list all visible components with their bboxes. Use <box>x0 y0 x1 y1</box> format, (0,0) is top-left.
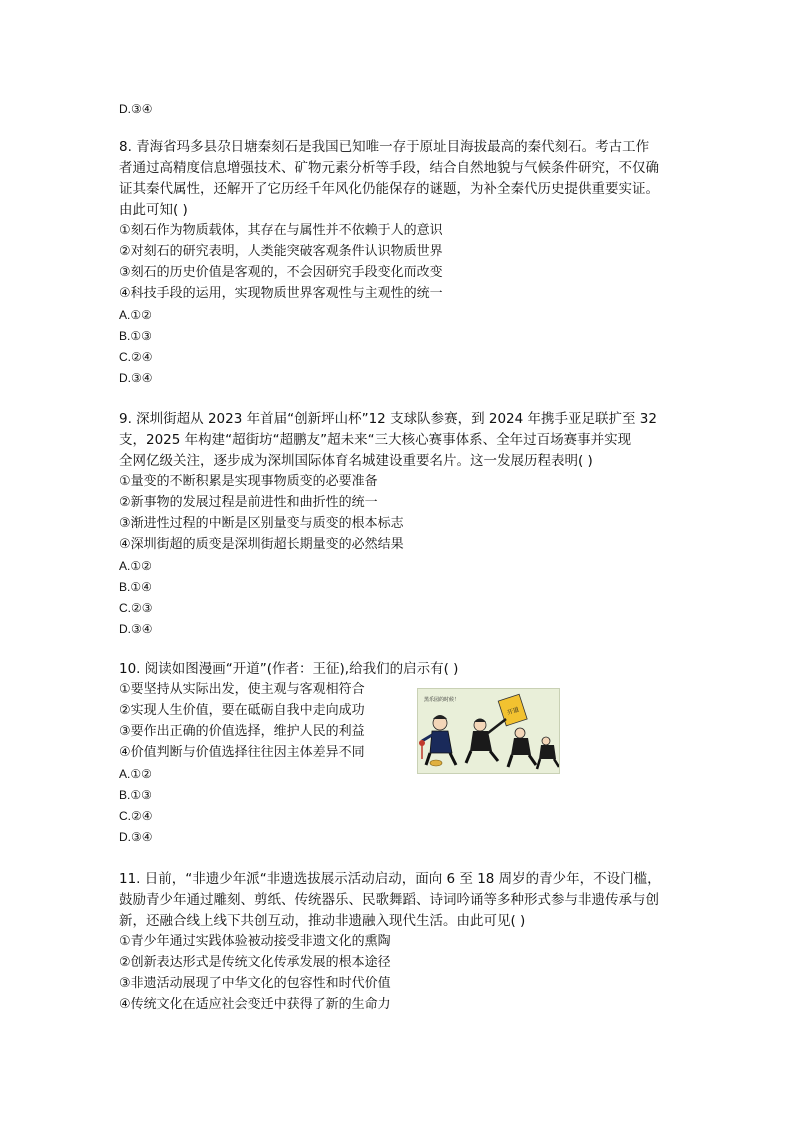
q10-item-1: ①要坚持从实际出发，使主观与客观相符合 <box>119 682 365 697</box>
q7-option-d: D.③④ <box>119 102 153 116</box>
q10-item-4: ④价值判断与价值选择往往因主体差异不同 <box>119 745 365 760</box>
q10-stem-line-1: 10. 阅读如图漫画“开道”(作者：王征),给我们的启示有( ) <box>119 661 459 677</box>
q10-item-2: ②实现人生价值，要在砥砺自我中走向成功 <box>119 703 365 718</box>
q10-item-3: ③要作出正确的价值选择，维护人民的利益 <box>119 724 365 739</box>
q8-item-2: ②对刻石的研究表明，人类能突破客观条件认识物质世界 <box>119 244 443 259</box>
q9-stem-line-3: 全网亿级关注，逐步成为深圳国际体育名城建设重要名片。这一发展历程表明( ) <box>119 453 593 469</box>
q8-item-1: ①刻石作为物质载体，其存在与属性并不依赖于人的意识 <box>119 223 443 238</box>
q9-option-b[interactable]: B.①④ <box>119 580 152 594</box>
q9-option-c[interactable]: C.②③ <box>119 601 153 615</box>
q9-item-4: ④深圳街超的质变是深圳街超长期量变的必然结果 <box>119 537 404 552</box>
q8-item-3: ③刻石的历史价值是客观的，不会因研究手段变化而改变 <box>119 265 443 280</box>
q8-option-a[interactable]: A.①② <box>119 308 152 322</box>
q9-item-1: ①量变的不断积累是实现事物质变的必要准备 <box>119 474 378 489</box>
cartoon-sign-text: 开道 <box>506 706 520 717</box>
cartoon-caption: 黑乐园的时候！ <box>424 697 460 703</box>
q8-stem-line-4: 由此可知( ) <box>119 202 188 218</box>
q11-stem-line-2: 鼓励青少年通过雕刻、剪纸、传统器乐、民歌舞蹈、诗词吟诵等多种形式参与非遗传承与创 <box>119 892 659 908</box>
q11-stem-line-1: 11. 日前，“非遗少年派“非遗选拔展示活动启动，面向 6 至 18 周岁的青少年，不设门槛， <box>119 871 661 887</box>
q8-item-4: ④科技手段的运用，实现物质世界客观性与主观性的统一 <box>119 286 443 301</box>
q8-stem-line-2: 者通过高精度信息增强技术、矿物元素分析等手段，结合自然地貌与气候条件研究，不仅确 <box>119 160 659 176</box>
cartoon-kaidao-image <box>417 688 560 774</box>
q11-item-2: ②创新表达形式是传统文化传承发展的根本途径 <box>119 955 391 970</box>
q8-stem-line-3: 证其秦代属性，还解开了它历经千年风化仍能保存的谜题，为补全秦代历史提供重要实证。 <box>119 181 659 197</box>
q8-stem-line-1: 8. 青海省玛多县尕日塘秦刻石是我国已知唯一存于原址目海拔最高的秦代刻石。考古工作 <box>119 139 650 155</box>
q9-option-a[interactable]: A.①② <box>119 559 152 573</box>
q9-option-d[interactable]: D.③④ <box>119 622 153 636</box>
q11-item-1: ①青少年通过实践体验被动接受非遗文化的熏陶 <box>119 934 391 949</box>
q10-option-a[interactable]: A.①② <box>119 767 152 781</box>
q9-stem-line-2: 支，2025 年构建“超街坊“超鹏友”超未来“三大核心赛事体系、全年过百场赛事并实现 <box>119 432 632 448</box>
cartoon-illustration <box>418 689 559 773</box>
q10-option-c[interactable]: C.②④ <box>119 809 153 823</box>
q10-option-d[interactable]: D.③④ <box>119 830 153 844</box>
q11-stem-line-3: 新，还融合线上线下共创互动，推动非遗融入现代生活。由此可见( ) <box>119 913 526 929</box>
q9-item-2: ②新事物的发展过程是前进性和曲折性的统一 <box>119 495 378 510</box>
q11-item-4: ④传统文化在适应社会变迁中获得了新的生命力 <box>119 997 391 1012</box>
q8-option-b[interactable]: B.①③ <box>119 329 152 343</box>
q10-option-b[interactable]: B.①③ <box>119 788 152 802</box>
q11-item-3: ③非遗活动展现了中华文化的包容性和时代价值 <box>119 976 391 991</box>
q9-stem-line-1: 9. 深圳街超从 2023 年首届“创新坪山杯”12 支球队参赛，到 2024 年携手亚足联扩至 32 <box>119 411 657 427</box>
q8-option-d[interactable]: D.③④ <box>119 371 153 385</box>
q9-item-3: ③渐进性过程的中断是区别量变与质变的根本标志 <box>119 516 404 531</box>
q8-option-c[interactable]: C.②④ <box>119 350 153 364</box>
